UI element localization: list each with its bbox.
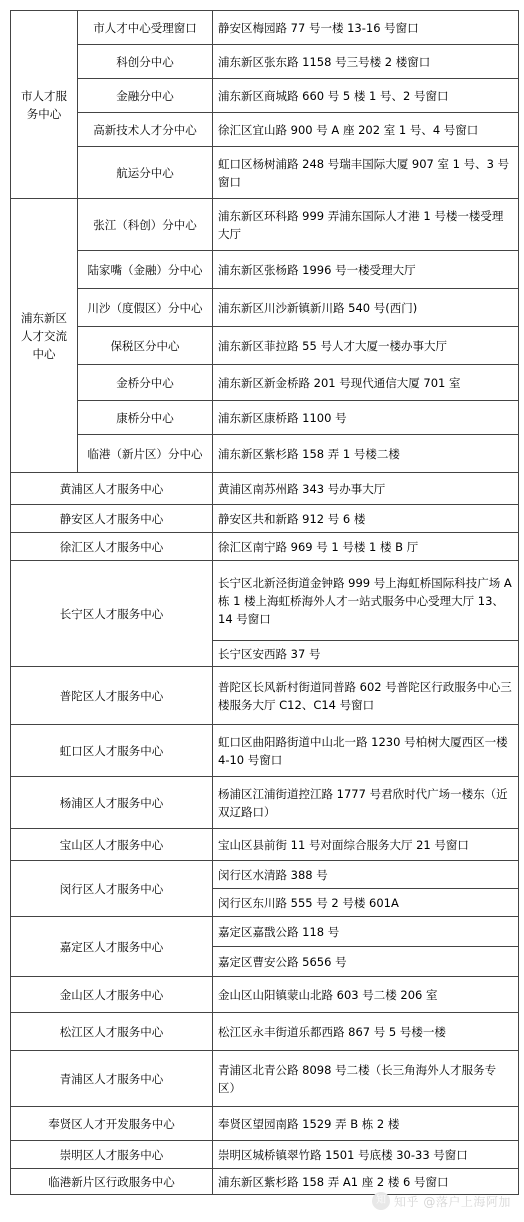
address-cell: 长宁区北新泾街道金钟路 999 号上海虹桥国际科技广场 A 栋 1 楼上海虹桥海外人才一站式服务中心受理大厅 13、14 号窗口 (213, 561, 519, 641)
table-row (11, 365, 519, 401)
address-cell: 浦东新区张杨路 1996 号一楼受理大厅 (213, 251, 519, 289)
unit-name-cell: 航运分中心 (78, 147, 213, 199)
table-row (11, 505, 519, 533)
address-cell: 浦东新区张东路 1158 号三号楼 2 楼窗口 (213, 45, 519, 79)
table-row (11, 401, 519, 435)
address-cell: 徐汇区宜山路 900 号 A 座 202 室 1 号、4 号窗口 (213, 113, 519, 147)
address-cell: 浦东新区环科路 999 弄浦东国际人才港 1 号楼一楼受理大厅 (213, 199, 519, 251)
table-row (11, 861, 519, 889)
unit-name-cell: 陆家嘴（金融）分中心 (78, 251, 213, 289)
group-name-cell: 浦东新区人才交流中心 (11, 199, 78, 473)
district-name-cell: 崇明区人才服务中心 (11, 1141, 213, 1169)
table-row (11, 199, 519, 251)
table-row (11, 561, 519, 641)
table-row (11, 79, 519, 113)
table-row (11, 289, 519, 327)
district-name-cell: 金山区人才服务中心 (11, 977, 213, 1013)
table-row (11, 667, 519, 725)
watermark-text: 知乎 @落户上海阿加 (394, 1195, 511, 1209)
address-cell: 浦东新区新金桥路 201 号现代通信大厦 701 室 (213, 365, 519, 401)
unit-name-cell: 川沙（度假区）分中心 (78, 289, 213, 327)
district-name-cell: 黄浦区人才服务中心 (11, 473, 213, 505)
district-name-cell: 杨浦区人才服务中心 (11, 777, 213, 829)
table-row (11, 147, 519, 199)
table-row (11, 829, 519, 861)
address-cell: 浦东新区川沙新镇新川路 540 号(西门) (213, 289, 519, 327)
table-row (11, 725, 519, 777)
address-cell: 闵行区水清路 388 号 (213, 861, 519, 889)
district-name-cell: 长宁区人才服务中心 (11, 561, 213, 667)
address-cell: 虹口区曲阳路街道中山北一路 1230 号柏树大厦西区一楼 4-10 号窗口 (213, 725, 519, 777)
table-row (11, 533, 519, 561)
district-name-cell: 松江区人才服务中心 (11, 1013, 213, 1051)
table-row (11, 473, 519, 505)
address-cell: 金山区山阳镇蒙山北路 603 号二楼 206 室 (213, 977, 519, 1013)
table-row (11, 1051, 519, 1107)
district-name-cell: 静安区人才服务中心 (11, 505, 213, 533)
district-name-cell: 嘉定区人才服务中心 (11, 917, 213, 977)
zhihu-logo-icon: 知 (372, 1192, 390, 1210)
table-row (11, 113, 519, 147)
district-name-cell: 奉贤区人才开发服务中心 (11, 1107, 213, 1141)
address-cell: 青浦区北青公路 8098 号二楼（长三角海外人才服务专区） (213, 1051, 519, 1107)
table-row (11, 1141, 519, 1169)
address-cell: 浦东新区紫杉路 158 弄 A1 座 2 楼 6 号窗口 (213, 1169, 519, 1195)
address-cell: 嘉定区曹安公路 5656 号 (213, 947, 519, 977)
unit-name-cell: 市人才中心受理窗口 (78, 11, 213, 45)
unit-name-cell: 科创分中心 (78, 45, 213, 79)
district-name-cell: 临港新片区行政服务中心 (11, 1169, 213, 1195)
table-row (11, 435, 519, 473)
address-cell: 静安区梅园路 77 号一楼 13-16 号窗口 (213, 11, 519, 45)
district-name-cell: 青浦区人才服务中心 (11, 1051, 213, 1107)
unit-name-cell: 临港（新片区）分中心 (78, 435, 213, 473)
unit-name-cell: 金桥分中心 (78, 365, 213, 401)
address-cell: 奉贤区望园南路 1529 弄 B 栋 2 楼 (213, 1107, 519, 1141)
district-name-cell: 徐汇区人才服务中心 (11, 533, 213, 561)
table-row (11, 11, 519, 45)
address-cell: 长宁区安西路 37 号 (213, 641, 519, 667)
unit-name-cell: 康桥分中心 (78, 401, 213, 435)
table-row (11, 917, 519, 947)
district-name-cell: 闵行区人才服务中心 (11, 861, 213, 917)
address-cell: 徐汇区南宁路 969 号 1 号楼 1 楼 B 厅 (213, 533, 519, 561)
unit-name-cell: 张江（科创）分中心 (78, 199, 213, 251)
talent-center-address-table (10, 10, 519, 1195)
address-cell: 浦东新区商城路 660 号 5 楼 1 号、2 号窗口 (213, 79, 519, 113)
table-row (11, 1013, 519, 1051)
address-cell: 浦东新区康桥路 1100 号 (213, 401, 519, 435)
unit-name-cell: 高新技术人才分中心 (78, 113, 213, 147)
table-row (11, 977, 519, 1013)
table-row (11, 1107, 519, 1141)
unit-name-cell: 金融分中心 (78, 79, 213, 113)
address-cell: 浦东新区紫杉路 158 弄 1 号楼二楼 (213, 435, 519, 473)
address-cell: 崇明区城桥镇翠竹路 1501 号底楼 30-33 号窗口 (213, 1141, 519, 1169)
address-cell: 松江区永丰街道乐都西路 867 号 5 号楼一楼 (213, 1013, 519, 1051)
district-name-cell: 普陀区人才服务中心 (11, 667, 213, 725)
address-cell: 杨浦区江浦街道控江路 1777 号君欣时代广场一楼东（近双辽路口） (213, 777, 519, 829)
table-row (11, 251, 519, 289)
address-cell: 静安区共和新路 912 号 6 楼 (213, 505, 519, 533)
table-row (11, 1169, 519, 1195)
address-cell: 宝山区县前街 11 号对面综合服务大厅 21 号窗口 (213, 829, 519, 861)
unit-name-cell: 保税区分中心 (78, 327, 213, 365)
table-row (11, 45, 519, 79)
address-cell: 黄浦区南苏州路 343 号办事大厅 (213, 473, 519, 505)
district-name-cell: 虹口区人才服务中心 (11, 725, 213, 777)
address-cell: 普陀区长风新村街道同普路 602 号普陀区行政服务中心三楼服务大厅 C12、C14 号窗口 (213, 667, 519, 725)
address-cell: 虹口区杨树浦路 248 号瑞丰国际大厦 907 室 1 号、3 号窗口 (213, 147, 519, 199)
address-cell: 浦东新区菲拉路 55 号人才大厦一楼办事大厅 (213, 327, 519, 365)
address-cell: 闵行区东川路 555 号 2 号楼 601A (213, 889, 519, 917)
group-name-cell: 市人才服务中心 (11, 11, 78, 199)
district-name-cell: 宝山区人才服务中心 (11, 829, 213, 861)
table-row (11, 327, 519, 365)
address-cell: 嘉定区嘉戬公路 118 号 (213, 917, 519, 947)
table-row (11, 777, 519, 829)
